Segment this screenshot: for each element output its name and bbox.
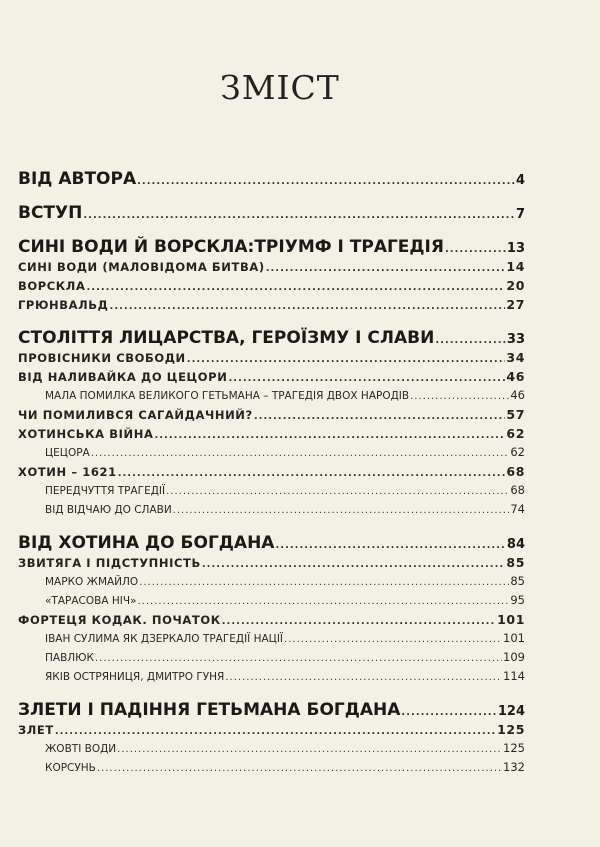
toc-entry[interactable]: [18, 386, 525, 405]
toc-entry-title: «ТАРАСОВА НІЧ»: [45, 595, 137, 607]
dot-leader: [222, 612, 496, 631]
toc-entry[interactable]: [18, 238, 525, 257]
dot-leader: [187, 350, 506, 369]
toc-entry-title: ВІД ХОТИНА ДО БОГДАНА: [18, 533, 275, 553]
dot-leader: [55, 722, 496, 741]
toc-entry-page-number: 27: [506, 297, 525, 312]
toc-entry[interactable]: [18, 367, 525, 386]
toc-entry-page-number: 20: [506, 278, 525, 293]
toc-entry[interactable]: [18, 610, 525, 629]
dot-leader: [166, 482, 509, 501]
dot-leader: [284, 630, 502, 649]
toc-entry-page-number: 109: [503, 650, 525, 664]
toc-entry-title: ПАВЛЮК: [45, 652, 94, 664]
toc-entry[interactable]: [18, 667, 525, 686]
toc-entry-title: ЧИ ПОМИЛИВСЯ САГАЙДАЧНИЙ?: [18, 408, 253, 422]
toc-entry-title: ГРЮНВАЛЬД: [18, 298, 109, 312]
toc-entry-title: ВСТУП: [18, 203, 83, 223]
toc-entry[interactable]: [18, 204, 525, 223]
toc-entry-page-number: 62: [506, 426, 525, 441]
toc-entry[interactable]: [18, 257, 525, 276]
dot-leader: [228, 369, 505, 388]
toc-entry[interactable]: [18, 500, 525, 519]
toc-entry-page-number: 57: [506, 407, 525, 422]
toc-entry-title: ЯКІВ ОСТРЯНИЦЯ, ДМИТРО ГУНЯ: [45, 671, 225, 683]
toc-entry-page-number: 101: [503, 631, 525, 645]
toc-entry[interactable]: [18, 553, 525, 572]
toc-entry[interactable]: [18, 720, 525, 739]
toc-entry-title: ВІД НАЛИВАЙКА ДО ЦЕЦОРИ: [18, 370, 228, 384]
toc-entry-page-number: 13: [506, 241, 525, 256]
toc-entry-title: ЗВИТЯГА І ПІДСТУПНІСТЬ: [18, 556, 201, 570]
toc-entry-title: ЗЛЕТИ І ПАДІННЯ ГЕТЬМАНА БОГДАНА: [18, 700, 401, 720]
toc-entry[interactable]: [18, 348, 525, 367]
toc-entry[interactable]: [18, 648, 525, 667]
toc-entry-title: ЖОВТІ ВОДИ: [45, 743, 117, 755]
toc-entry-page-number: 34: [506, 350, 525, 365]
toc-entry[interactable]: [18, 629, 525, 648]
toc-entry-page-number: 132: [503, 760, 525, 774]
dot-leader: [110, 297, 506, 316]
toc-entry-title: СИНІ ВОДИ (МАЛОВІДОМА БИТВА): [18, 260, 265, 274]
dot-leader: [83, 206, 515, 225]
toc-entry-title: ІВАН СУЛИМА ЯК ДЗЕРКАЛО ТРАГЕДІЇ НАЦІЇ: [45, 633, 284, 645]
dot-leader: [137, 592, 509, 611]
toc-entry-title: ПЕРЕДЧУТТЯ ТРАГЕДІЇ: [45, 485, 166, 497]
toc-entry-page-number: 68: [510, 483, 525, 497]
toc-entry[interactable]: [18, 329, 525, 348]
dot-leader: [435, 331, 506, 350]
toc-entry[interactable]: [18, 572, 525, 591]
page-title: ЗМІСТ: [220, 68, 340, 107]
toc-entry-page-number: 114: [503, 669, 525, 683]
toc-entry[interactable]: [18, 443, 525, 462]
toc-entry-page-number: 124: [497, 704, 525, 719]
dot-leader: [225, 668, 502, 687]
toc-entry-title: МАРКО ЖМАЙЛО: [45, 576, 139, 588]
dot-leader: [202, 555, 506, 574]
toc-entry-page-number: 85: [510, 574, 525, 588]
toc-entry-title: ХОТИНСЬКА ВІЙНА: [18, 427, 154, 441]
toc-entry-page-number: 4: [515, 173, 525, 188]
toc-entry-title: ЦЕЦОРА: [45, 447, 90, 459]
toc-entry-title: МАЛА ПОМИЛКА ВЕЛИКОГО ГЕТЬМАНА – ТРАГЕДІЯ ДВОХ НАРОДІВ: [45, 390, 410, 402]
dot-leader: [117, 740, 502, 759]
toc-entry-title: ПРОВІСНИКИ СВОБОДИ: [18, 351, 186, 365]
toc-entry[interactable]: [18, 424, 525, 443]
toc-entry-page-number: 62: [510, 445, 525, 459]
toc-entry-title: ФОРТЕЦЯ КОДАК. ПОЧАТОК: [18, 613, 221, 627]
toc-entry-page-number: 85: [506, 555, 525, 570]
dot-leader: [97, 759, 502, 778]
toc-entry-title: ХОТИН – 1621: [18, 465, 117, 479]
dot-leader: [137, 172, 515, 191]
toc-entry-title: СТОЛІТТЯ ЛИЦАРСТВА, ГЕРОЇЗМУ І СЛАВИ: [18, 328, 435, 348]
toc-entry-page-number: 74: [510, 502, 525, 516]
dot-leader: [410, 387, 509, 406]
toc-entry-page-number: 84: [506, 537, 525, 552]
toc-entry[interactable]: [18, 276, 525, 295]
toc-entry-title: СИНІ ВОДИ Й ВОРСКЛА:ТРІУМФ І ТРАГЕДІЯ: [18, 237, 444, 257]
toc-entry-title: ВІД АВТОРА: [18, 169, 137, 189]
dot-leader: [266, 259, 506, 278]
toc-entry-page-number: 125: [503, 741, 525, 755]
toc-entry[interactable]: [18, 701, 525, 720]
toc-entry-page-number: 7: [515, 207, 525, 222]
toc-entry-title: ВІД ВІДЧАЮ ДО СЛАВИ: [45, 504, 172, 516]
toc-entry[interactable]: [18, 591, 525, 610]
table-of-contents: [18, 170, 525, 777]
toc-entry[interactable]: [18, 481, 525, 500]
toc-entry-page-number: 46: [506, 369, 525, 384]
dot-leader: [95, 649, 502, 668]
toc-entry[interactable]: [18, 739, 525, 758]
dot-leader: [118, 464, 506, 483]
dot-leader: [154, 426, 505, 445]
toc-entry-title: КОРСУНЬ: [45, 762, 96, 774]
toc-entry-title: ВОРСКЛА: [18, 279, 86, 293]
toc-entry-page-number: 68: [506, 464, 525, 479]
toc-entry[interactable]: [18, 405, 525, 424]
dot-leader: [86, 278, 505, 297]
toc-entry[interactable]: [18, 170, 525, 189]
dot-leader: [275, 536, 505, 555]
toc-entry[interactable]: [18, 295, 525, 314]
toc-entry[interactable]: [18, 462, 525, 481]
dot-leader: [445, 240, 506, 259]
dot-leader: [401, 703, 496, 722]
toc-entry-title: ЗЛЕТ: [18, 723, 54, 737]
dot-leader: [139, 573, 509, 592]
toc-entry-page-number: 95: [510, 593, 525, 607]
dot-leader: [173, 501, 510, 520]
dot-leader: [254, 407, 506, 426]
toc-entry-page-number: 33: [506, 332, 525, 347]
toc-entry[interactable]: [18, 758, 525, 777]
toc-entry-page-number: 46: [510, 388, 525, 402]
toc-entry-page-number: 125: [497, 722, 525, 737]
toc-entry-page-number: 14: [506, 259, 525, 274]
toc-entry-page-number: 101: [497, 612, 525, 627]
toc-entry[interactable]: [18, 534, 525, 553]
dot-leader: [91, 444, 510, 463]
